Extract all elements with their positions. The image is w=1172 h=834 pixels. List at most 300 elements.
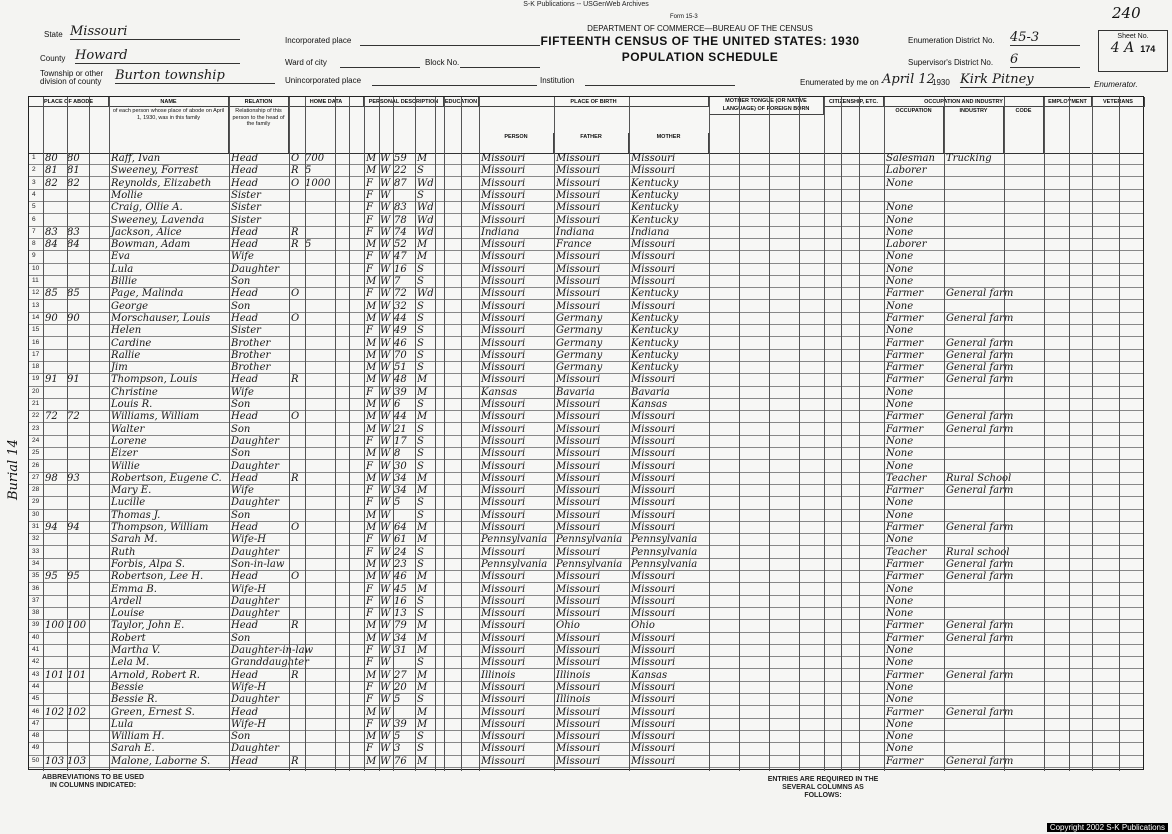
row-number: 36 [32, 584, 40, 592]
age-value: 13 [394, 608, 407, 620]
birthplace-person: Missouri [481, 435, 526, 447]
home-owned [291, 300, 305, 313]
marital-status: M [417, 153, 428, 164]
relation-value: Wife [231, 251, 254, 263]
sex-value: F [366, 485, 373, 497]
home-value [305, 595, 335, 608]
person-name: Reynolds, Elizabeth [111, 177, 212, 189]
birthplace-mother: Missouri [631, 263, 676, 275]
home-value [305, 632, 335, 645]
age-value: 78 [394, 214, 407, 226]
home-owned [291, 460, 305, 473]
race-value: W [380, 632, 391, 644]
dwelling-number: 91 [45, 374, 58, 386]
occupation-value: Farmer [886, 362, 924, 374]
birthplace-mother: Missouri [631, 485, 676, 497]
sex-value: F [366, 718, 373, 730]
industry-value [946, 447, 1004, 460]
home-value [305, 312, 335, 325]
birthplace-father: Missouri [556, 435, 601, 447]
column-rule [349, 97, 350, 771]
relation-value: Daughter-in-law [231, 645, 314, 656]
birthplace-father: Missouri [556, 497, 601, 509]
industry-value: Trucking [946, 153, 992, 164]
family-number: 80 [67, 153, 80, 164]
industry-value [946, 238, 1004, 251]
home-value [305, 546, 335, 559]
industry-value [946, 275, 1004, 288]
home-owned [291, 595, 305, 608]
row-number: 37 [32, 596, 40, 604]
sex-value: M [366, 509, 377, 521]
occupation-value: Farmer [886, 423, 924, 435]
age-value: 24 [394, 546, 407, 558]
industry-value [946, 300, 1004, 313]
person-name: Cardine [111, 337, 152, 349]
family-number [67, 607, 89, 620]
home-owned [291, 250, 305, 263]
birthplace-father: Missouri [556, 214, 601, 226]
home-value [305, 681, 335, 694]
birthplace-mother: Missouri [631, 509, 676, 521]
enumerator-label: Enumerator. [1094, 80, 1138, 89]
dwelling-number [45, 693, 67, 706]
birthplace-father: Germany [556, 349, 603, 361]
occupation-value: None [886, 177, 914, 189]
industry-value [946, 226, 1004, 239]
birthplace-father: Missouri [556, 448, 601, 460]
occupation-value [886, 189, 944, 202]
marital-status: S [417, 263, 424, 275]
race-value: W [380, 276, 391, 287]
race-value: W [380, 251, 391, 263]
age-value: 46 [394, 571, 407, 583]
age-value: 39 [394, 386, 407, 398]
column-rule [289, 97, 290, 771]
person-name: Jackson, Alice [111, 226, 182, 238]
birthplace-person: Missouri [481, 448, 526, 460]
home-value [305, 263, 335, 276]
supervisor-district-value: 6 [1010, 52, 1080, 68]
marital-status: M [417, 620, 428, 632]
row-number: 2 [32, 166, 36, 174]
home-value: 5 [305, 165, 312, 177]
person-name: Robertson, Lee H. [111, 571, 204, 583]
row-number: 12 [32, 289, 40, 297]
row-number: 35 [32, 572, 40, 580]
sex-value: F [366, 608, 373, 620]
occupation-value: None [886, 276, 914, 287]
publisher-banner: S-K Publications -- USGenWeb Archives [523, 1, 649, 8]
state-label: State [44, 30, 63, 39]
birthplace-person: Missouri [481, 743, 526, 755]
occupation-value: None [886, 448, 914, 460]
relation-value: Head [231, 472, 259, 484]
race-value: W [380, 202, 391, 214]
occupation-value: Farmer [886, 374, 924, 386]
age-value: 31 [394, 645, 407, 656]
group-relation: RELATION [229, 97, 289, 107]
sheet-stamp: 174 [1140, 44, 1156, 54]
birthplace-mother: Missouri [631, 743, 676, 755]
birthplace-father: Missouri [556, 731, 601, 743]
age-value: 34 [394, 472, 407, 484]
home-owned: R [291, 226, 299, 238]
sex-value: M [366, 669, 377, 681]
row-number: 42 [32, 658, 40, 666]
person-name: Louise [111, 608, 145, 620]
relation-value: Head [231, 153, 259, 164]
home-value [305, 644, 335, 657]
person-name: Eva [111, 251, 130, 263]
birthplace-person: Missouri [481, 411, 526, 423]
sex-value: F [366, 288, 373, 300]
industry-value [946, 250, 1004, 263]
industry-value [946, 496, 1004, 509]
birthplace-father: Missouri [556, 743, 601, 755]
home-value [305, 189, 335, 202]
home-owned: O [291, 288, 300, 300]
birthplace-father: Missouri [556, 718, 601, 730]
relation-value: Granddaughter [231, 657, 309, 669]
dwelling-number [45, 250, 67, 263]
family-number [67, 398, 89, 411]
birthplace-father: Missouri [556, 571, 601, 583]
race-value: W [380, 755, 391, 767]
home-owned [291, 496, 305, 509]
industry-value [946, 742, 1004, 755]
sex-value: M [366, 300, 377, 312]
home-value [305, 275, 335, 288]
block-field [460, 58, 540, 68]
race-value: W [380, 312, 391, 324]
column-rule [379, 97, 380, 771]
industry-value: General farm [946, 669, 1014, 681]
birthplace-father: Missouri [556, 546, 601, 558]
marital-status: M [417, 571, 428, 583]
birthplace-mother: Missouri [631, 681, 676, 693]
marital-status: S [417, 423, 424, 435]
sex-value: F [366, 645, 373, 656]
row-number: 4 [32, 190, 36, 198]
birthplace-mother: Missouri [631, 694, 676, 706]
home-value [305, 533, 335, 546]
footer [28, 770, 1144, 824]
family-number [67, 595, 89, 608]
birthplace-mother: Missouri [631, 645, 676, 656]
marital-status: M [417, 755, 428, 767]
relation-value: Wife-H [231, 534, 267, 546]
industry-value [946, 164, 1004, 177]
birthplace-mother: Missouri [631, 755, 676, 767]
birthplace-person: Missouri [481, 189, 526, 201]
row-number: 27 [32, 473, 40, 481]
industry-value [946, 681, 1004, 694]
home-value [305, 558, 335, 571]
dwelling-number [45, 201, 67, 214]
sex-value: M [366, 755, 377, 767]
dwelling-number [45, 583, 67, 596]
person-name: Lucille [111, 497, 146, 509]
home-owned [291, 349, 305, 362]
relation-value: Daughter [231, 595, 279, 607]
birthplace-mother: Kansas [631, 399, 668, 410]
person-name: Taylor, John E. [111, 620, 185, 632]
person-name: Page, Malinda [111, 288, 184, 300]
marital-status: S [417, 362, 424, 374]
relation-value: Brother [231, 337, 271, 349]
sex-value: F [366, 694, 373, 706]
dwelling-number: 95 [45, 571, 58, 583]
industry-value: General farm [946, 485, 1014, 497]
age-value: 49 [394, 325, 407, 337]
family-number [67, 275, 89, 288]
race-value: W [380, 669, 391, 681]
relation-value: Wife-H [231, 681, 267, 693]
row-number: 8 [32, 240, 36, 248]
race-value: W [380, 263, 391, 275]
marital-status: Wd [417, 214, 434, 226]
age-value: 5 [394, 731, 401, 743]
family-number [67, 509, 89, 522]
dwelling-number [45, 300, 67, 313]
home-value [305, 484, 335, 497]
occupation-value: None [886, 681, 914, 693]
industry-value [946, 177, 1004, 190]
person-name: Walter [111, 423, 145, 435]
row-number: 15 [32, 326, 40, 334]
occupation-value: Farmer [886, 620, 924, 632]
group-abode: PLACE OF ABODE [29, 97, 109, 107]
marital-status: M [417, 485, 428, 497]
dwelling-number: 85 [45, 288, 58, 300]
age-value [394, 706, 414, 719]
row-number: 34 [32, 559, 40, 567]
family-number: 95 [67, 571, 80, 583]
home-value [305, 607, 335, 620]
person-name: Mary E. [111, 485, 152, 497]
home-owned [291, 681, 305, 694]
birthplace-father: Missouri [556, 657, 601, 669]
row-number: 49 [32, 744, 40, 752]
race-value: W [380, 731, 391, 743]
col-occupation: OCCUPATION [884, 107, 944, 153]
column-rule [1069, 97, 1070, 771]
census-table [28, 96, 1144, 770]
family-number: 84 [67, 239, 80, 251]
industry-value: General farm [946, 706, 1014, 718]
relation-value: Daughter [231, 497, 279, 509]
birthplace-person: Missouri [481, 583, 526, 595]
person-name: Lula [111, 263, 134, 275]
age-value: 27 [394, 669, 407, 681]
family-number [67, 681, 89, 694]
birthplace-person: Missouri [481, 300, 526, 312]
home-owned [291, 423, 305, 436]
birthplace-person: Missouri [481, 706, 526, 718]
race-value: W [380, 349, 391, 361]
person-name: Thompson, William [111, 522, 209, 533]
race-value: W [380, 583, 391, 595]
home-value [305, 742, 335, 755]
marital-status: M [417, 522, 428, 533]
birthplace-person: Missouri [481, 546, 526, 558]
industry-value: General farm [946, 558, 1014, 570]
sex-value: F [366, 386, 373, 398]
sex-value: M [366, 153, 377, 164]
sheet-number-box [1098, 30, 1168, 72]
sex-value: M [366, 632, 377, 644]
home-owned: R [291, 472, 299, 484]
family-number: 93 [67, 472, 80, 484]
row-number: 25 [32, 449, 40, 457]
race-value: W [380, 706, 391, 718]
marital-status: S [417, 435, 424, 447]
birthplace-person: Missouri [481, 571, 526, 583]
marital-status: S [417, 448, 424, 460]
home-value: 5 [305, 239, 312, 251]
column-rule [1092, 97, 1093, 771]
race-value: W [380, 645, 391, 656]
birthplace-mother: Kentucky [631, 325, 679, 337]
row-number: 6 [32, 215, 36, 223]
birthplace-father: Missouri [556, 755, 601, 767]
age-value: 64 [394, 522, 407, 533]
birthplace-father: Indiana [556, 226, 595, 238]
industry-value [946, 693, 1004, 706]
home-value [305, 460, 335, 473]
birthplace-person: Missouri [481, 595, 526, 607]
copyright-notice: Copyright 2002 S-K Publications [1047, 823, 1168, 832]
relation-value: Daughter [231, 743, 279, 755]
family-number [67, 386, 89, 399]
birthplace-person: Missouri [481, 731, 526, 743]
birthplace-mother: Missouri [631, 276, 676, 287]
family-number: 94 [67, 522, 80, 533]
person-name: Bowman, Adam [111, 239, 191, 251]
industry-value: General farm [946, 349, 1014, 361]
row-number: 20 [32, 387, 40, 395]
home-owned [291, 644, 305, 657]
birthplace-father: Missouri [556, 706, 601, 718]
home-owned: R [291, 374, 299, 386]
birthplace-father: Missouri [556, 177, 601, 189]
sex-value: F [366, 325, 373, 337]
dwelling-number [45, 644, 67, 657]
institution-label: Institution [540, 76, 575, 85]
relation-value: Daughter [231, 546, 279, 558]
col-birth-person: PERSON [479, 133, 554, 153]
birthplace-person: Missouri [481, 608, 526, 620]
dwelling-number [45, 484, 67, 497]
relation-value: Head [231, 374, 259, 386]
sex-value: F [366, 226, 373, 238]
dwelling-number [45, 496, 67, 509]
relation-value: Head [231, 312, 259, 324]
birthplace-father: Missouri [556, 399, 601, 410]
birthplace-mother: Missouri [631, 251, 676, 263]
birthplace-father: Illinois [556, 694, 591, 706]
age-value: 83 [394, 202, 407, 214]
birthplace-person: Missouri [481, 657, 526, 669]
sex-value: F [366, 189, 373, 201]
age-value: 34 [394, 632, 407, 644]
race-value: W [380, 497, 391, 509]
occupation-value: None [886, 694, 914, 706]
dwelling-number: 82 [45, 177, 58, 189]
age-value: 48 [394, 374, 407, 386]
person-name: Sarah M. [111, 534, 158, 546]
birthplace-mother: Missouri [631, 731, 676, 743]
sex-value: F [366, 177, 373, 189]
industry-value [946, 214, 1004, 227]
race-value: W [380, 460, 391, 472]
enumerator-name: Kirk Pitney [960, 72, 1090, 88]
marital-status: S [417, 189, 424, 201]
dwelling-number: 72 [45, 411, 58, 423]
sex-value: M [366, 522, 377, 533]
industry-value: General farm [946, 423, 1014, 435]
dwelling-number [45, 546, 67, 559]
row-number: 1 [32, 154, 36, 161]
age-value [394, 656, 414, 669]
birthplace-father: Germany [556, 337, 603, 349]
row-number: 45 [32, 695, 40, 703]
person-name: Forbis, Alpa S. [111, 558, 185, 570]
race-value: W [380, 214, 391, 226]
age-value: 8 [394, 448, 401, 460]
group-birth: PLACE OF BIRTH [479, 97, 709, 107]
home-owned [291, 201, 305, 214]
race-value: W [380, 657, 391, 669]
marital-status: S [417, 546, 424, 558]
race-value: W [380, 743, 391, 755]
age-value: 45 [394, 583, 407, 595]
row-number: 5 [32, 203, 36, 211]
column-rule [824, 97, 825, 771]
race-value: W [380, 595, 391, 607]
family-number: 83 [67, 226, 80, 238]
dwelling-number [45, 558, 67, 571]
row-number: 40 [32, 633, 40, 641]
occupation-value: Farmer [886, 632, 924, 644]
sex-value: F [366, 681, 373, 693]
birthplace-father: France [556, 239, 592, 251]
race-value: W [380, 239, 391, 251]
family-number [67, 496, 89, 509]
group-tongue: MOTHER TONGUE (OR NATIVE LANGUAGE) OF FOREIGN BORN [709, 97, 824, 115]
home-value [305, 214, 335, 227]
person-name: Morschauser, Louis [111, 312, 211, 324]
industry-value [946, 644, 1004, 657]
industry-value: General farm [946, 411, 1014, 423]
marital-status: Wd [417, 288, 434, 300]
industry-value: General farm [946, 522, 1014, 533]
marital-status: M [417, 411, 428, 423]
age-value: 87 [394, 177, 407, 189]
age-value: 72 [394, 288, 407, 300]
sex-value: M [366, 620, 377, 632]
birthplace-father: Missouri [556, 485, 601, 497]
race-value: W [380, 399, 391, 410]
column-rule [229, 97, 230, 771]
row-number: 11 [32, 277, 39, 284]
person-name: Thompson, Louis [111, 374, 198, 386]
birthplace-person: Missouri [481, 718, 526, 730]
person-name: Bessie [111, 681, 144, 693]
birthplace-mother: Missouri [631, 472, 676, 484]
birthplace-mother: Missouri [631, 448, 676, 460]
